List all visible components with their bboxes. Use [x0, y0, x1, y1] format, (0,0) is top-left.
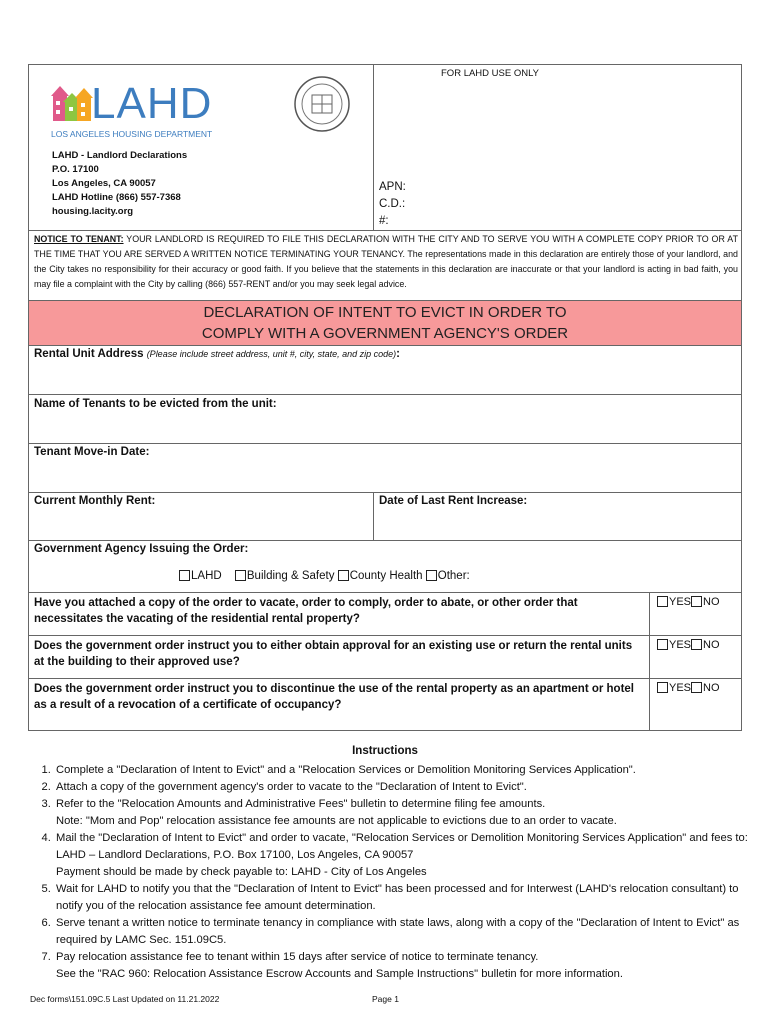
form-title-line2: COMPLY WITH A GOVERNMENT AGENCY'S ORDER: [201, 325, 569, 342]
no-checkbox[interactable]: [691, 682, 702, 693]
question-1: Have you attached a copy of the order to vacate, order to comply, order to abate, or other order that necessitates the vacating of the residential rental property?: [34, 597, 578, 625]
question-2-answer: YES NO: [657, 639, 720, 651]
agency-options: [179, 570, 470, 582]
yes-checkbox[interactable]: [657, 639, 668, 650]
checkbox[interactable]: [235, 570, 246, 581]
move-in-input[interactable]: [32, 461, 738, 489]
monthly-rent-label: Current Monthly Rent:: [34, 495, 156, 507]
instruction-item: 1. Complete a "Declaration of Intent to Evict" and a "Relocation Services or Demolition Monitoring Services Application".: [54, 762, 748, 779]
instructions-heading: Instructions: [352, 745, 418, 757]
rental-unit-label: Rental Unit Address (Please include street address, unit #, city, state, and zip code):: [34, 348, 400, 360]
question-1-answer: YES NO: [657, 596, 720, 608]
instruction-item: 4. Mail the "Declaration of Intent to Evict" and order to vacate, "Relocation Services or Demolition Monitoring Services Application" and fees to: LAHD – Landlord Declarations, P.O. Box 17100, Los Angeles, CA 90057 Payment should be made by check payable to: LAHD - City of Los Angeles: [54, 830, 748, 881]
agency-option-lahd[interactable]: LAHD: [179, 570, 222, 582]
checkbox[interactable]: [426, 570, 437, 581]
notice-body: The representations made in this declaration are entirely those of your landlord, and the City takes no responsibility for their accuracy or good faith. If you believe that the statements in this declaration are inaccurate or that your landlord is acting in bad faith, you may file a complaint with the City by calling (866) 557-RENT and/or you may seek legal advice.: [34, 249, 738, 289]
instructions-list: [38, 762, 748, 983]
instruction-item: 3. Refer to the "Relocation Amounts and Administrative Fees" bulletin to determine filing fee amounts. Note: "Mom and Pop" relocation assistance fee amounts are not applicable to evictions due to an order to vacate.: [54, 796, 748, 830]
agency-option-other[interactable]: Other:: [426, 570, 470, 582]
rental-unit-input[interactable]: [32, 363, 738, 391]
question-2: Does the government order instruct you to either obtain approval for an existing use or return the rental units at the building to their approved use?: [34, 640, 633, 668]
agency-label: Government Agency Issuing the Order:: [34, 543, 249, 555]
city-seal: [293, 75, 351, 133]
no-checkbox[interactable]: [691, 639, 702, 650]
tenants-input[interactable]: [32, 413, 738, 441]
no-checkbox[interactable]: [691, 596, 702, 607]
question-3-answer: YES NO: [657, 682, 720, 694]
seal-icon: [293, 75, 351, 133]
yes-checkbox[interactable]: [657, 682, 668, 693]
instruction-item: 6. Serve tenant a written notice to terminate tenancy in compliance with state laws, along with a copy of the "Declaration of Intent to Evict" as required by LAMC Sec. 151.09C5.: [54, 915, 748, 949]
notice-caps: YOUR LANDLORD IS REQUIRED TO FILE THIS DECLARATION WITH THE CITY AND TO SERVE YOU WITH A COMPLETE COPY PRIOR TO OR AT THE TIME THAT YOU ARE SERVED A WRITTEN NOTICE TERMINATING YOUR TENANCY.: [34, 234, 738, 259]
notice-to-tenant: [34, 232, 738, 292]
footer-form-id: Dec forms\151.09C.5 Last Updated on 11.21.2022: [30, 994, 220, 1004]
logo-text: LAHD: [91, 79, 213, 128]
move-in-label: Tenant Move-in Date:: [34, 446, 150, 458]
last-increase-label: Date of Last Rent Increase:: [379, 495, 528, 507]
last-increase-input[interactable]: [377, 510, 737, 538]
rental-unit-hint: (Please include street address, unit #, city, state, and zip code): [146, 349, 397, 359]
yes-checkbox[interactable]: [657, 596, 668, 607]
instruction-item: 7. Pay relocation assistance fee to tenant within 15 days after service of notice to terminate tenancy. See the "RAC 960: Relocation Assistance Escrow Accounts and Sample Instructions" bulletin for more information.: [54, 949, 748, 983]
notice-lead: NOTICE TO TENANT:: [34, 234, 124, 244]
tenants-label: Name of Tenants to be evicted from the unit:: [34, 398, 277, 410]
address-block: LAHD - Landlord Declarations P.O. 17100 Los Angeles, CA 90057 LAHD Hotline (866) 557-7368 housing.lacity.org: [52, 150, 188, 217]
office-fields: [379, 179, 406, 230]
cd-label: C.D.:: [379, 198, 406, 210]
checkbox[interactable]: [179, 570, 190, 581]
footer-page-number: Page 1: [372, 994, 399, 1004]
declaration-form: [28, 64, 742, 731]
number-label: #:: [379, 215, 389, 227]
form-title-line1: DECLARATION OF INTENT TO EVICT IN ORDER TO: [203, 304, 567, 321]
form-title-banner: [29, 300, 741, 345]
monthly-rent-input[interactable]: [32, 510, 370, 538]
apn-label: APN:: [379, 181, 406, 193]
for-office-use-label: FOR LAHD USE ONLY: [441, 68, 540, 79]
instruction-item: 2. Attach a copy of the government agency's order to vacate to the "Declaration of Intent to Evict".: [54, 779, 748, 796]
logo-subtitle: LOS ANGELES HOUSING DEPARTMENT: [51, 129, 213, 139]
question-3: Does the government order instruct you to discontinue the use of the rental property as an apartment or hotel as a result of a revocation of a certificate of occupancy?: [34, 683, 635, 711]
agency-option-county-health[interactable]: County Health: [338, 570, 423, 582]
instruction-item: 5. Wait for LAHD to notify you that the "Declaration of Intent to Evict" has been processed and for Interwest (LAHD's relocation consultant) to notify you of the relocation assistance fee amount determination.: [54, 881, 748, 915]
checkbox[interactable]: [338, 570, 349, 581]
agency-option-building-safety[interactable]: Building & Safety: [235, 570, 335, 582]
lahd-logo: [51, 79, 221, 143]
